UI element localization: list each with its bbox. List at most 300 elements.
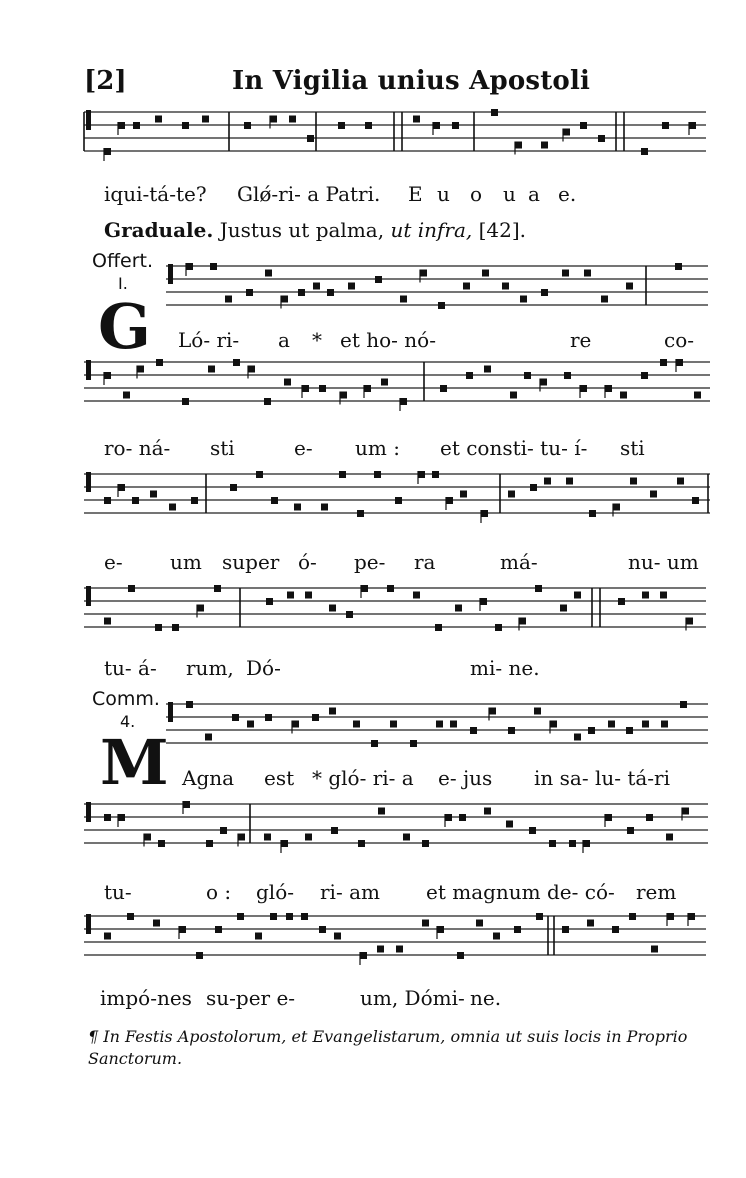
neume-note <box>463 283 470 290</box>
neume-note <box>196 952 203 959</box>
neume-note <box>208 366 215 373</box>
lyric: ri- am <box>320 880 380 904</box>
neume-note <box>183 801 190 808</box>
neume-note <box>626 727 633 734</box>
lyrics-line-4 <box>0 550 746 576</box>
neume-note <box>264 834 271 841</box>
lyric: rum, <box>186 656 234 680</box>
neume-note <box>563 129 570 136</box>
neume-note <box>104 933 111 940</box>
neume-note <box>529 827 536 834</box>
neume-note <box>520 296 527 303</box>
neume-note <box>400 398 407 405</box>
neume-note <box>646 814 653 821</box>
neume-note <box>128 585 135 592</box>
neume-note <box>445 814 452 821</box>
neume-note <box>420 270 427 277</box>
neume-note <box>413 592 420 599</box>
c-clef-icon <box>86 802 91 822</box>
neume-note <box>214 585 221 592</box>
lyric: ra <box>414 550 436 574</box>
neume-note <box>569 840 576 847</box>
neume-note <box>301 913 308 920</box>
neume-note <box>348 283 355 290</box>
neume-note <box>534 708 541 715</box>
neume-note <box>305 592 312 599</box>
neume-note <box>508 727 515 734</box>
graduale-label: Graduale. <box>104 218 214 242</box>
neume-note <box>338 122 345 129</box>
neume-note <box>495 624 502 631</box>
neume-note <box>197 605 204 612</box>
neume-note <box>675 263 682 270</box>
neume-note <box>660 592 667 599</box>
neume-note <box>202 116 209 123</box>
neume-note <box>549 840 556 847</box>
lyric: E <box>408 182 423 206</box>
neume-note <box>137 366 144 373</box>
neume-note <box>286 913 293 920</box>
lyric: e- <box>104 550 123 574</box>
neume-note <box>298 289 305 296</box>
neume-note <box>132 497 139 504</box>
lyric: ó- <box>298 550 317 574</box>
neume-note <box>284 379 291 386</box>
neume-note <box>651 946 658 953</box>
neume-note <box>438 302 445 309</box>
neume-note <box>410 740 417 747</box>
neume-note <box>608 721 615 728</box>
neume-note <box>642 721 649 728</box>
neume-note <box>150 491 157 498</box>
lyric: et magnum de- có- <box>426 880 615 904</box>
neume-note <box>694 392 701 399</box>
neume-note <box>118 814 125 821</box>
neume-note <box>566 478 573 485</box>
lyrics-line-2 <box>0 328 746 354</box>
neume-note <box>514 926 521 933</box>
neume-note <box>481 510 488 517</box>
neume-note <box>390 721 397 728</box>
rubric-note: ¶ In Festis Apostolorum, et Evangelistarum, omnia ut suis locis in Proprio Sanctorum. <box>88 1027 688 1068</box>
neume-note <box>598 135 605 142</box>
communion-label: Comm. <box>92 688 160 710</box>
neume-note <box>155 624 162 631</box>
lyric: in sa- lu- tá-ri <box>534 766 671 790</box>
neume-note <box>186 263 193 270</box>
neume-note <box>307 135 314 142</box>
lyrics-line-5 <box>0 656 746 682</box>
neume-note <box>215 926 222 933</box>
chant-staff-3 <box>84 358 710 412</box>
neume-note <box>225 296 232 303</box>
chant-staff-4 <box>84 470 710 524</box>
neume-note <box>452 122 459 129</box>
neume-note <box>179 926 186 933</box>
neume-note <box>574 592 581 599</box>
neume-note <box>470 727 477 734</box>
neume-note <box>515 142 522 149</box>
neume-note <box>613 504 620 511</box>
neume-note <box>580 385 587 392</box>
neume-note <box>484 808 491 815</box>
neume-note <box>506 821 513 828</box>
neume-note <box>466 372 473 379</box>
neume-note <box>265 270 272 277</box>
neume-note <box>210 263 217 270</box>
neume-note <box>104 618 111 625</box>
neume-note <box>248 366 255 373</box>
neume-note <box>233 359 240 366</box>
lyric: a <box>528 182 540 206</box>
neume-note <box>666 834 673 841</box>
neume-note <box>493 933 500 940</box>
neume-note <box>489 708 496 715</box>
c-clef-icon <box>86 472 91 492</box>
lyric: mi- ne. <box>470 656 540 680</box>
neume-note <box>440 385 447 392</box>
lyric: u <box>437 182 450 206</box>
neume-note <box>457 952 464 959</box>
neume-note <box>413 116 420 123</box>
neume-note <box>642 592 649 599</box>
chant-staff-5 <box>84 584 706 638</box>
chant-staff-6 <box>166 700 708 754</box>
graduale-ref: [42]. <box>478 218 527 242</box>
lyric: Glǿ-ri- a Patri. <box>237 182 381 206</box>
lyric: et ho- nó- <box>340 328 436 352</box>
lyric: e- jus <box>438 766 493 790</box>
neume-note <box>550 721 557 728</box>
neume-note <box>484 366 491 373</box>
lyric: re <box>570 328 592 352</box>
neume-note <box>418 471 425 478</box>
neume-note <box>677 478 684 485</box>
neume-note <box>641 372 648 379</box>
lyric: et consti- tu- í- <box>440 436 588 460</box>
c-clef-icon <box>86 914 91 934</box>
neume-note <box>680 701 687 708</box>
neume-note <box>153 920 160 927</box>
neume-note <box>580 122 587 129</box>
lyric: impó-nes <box>100 986 192 1010</box>
neume-note <box>287 592 294 599</box>
neume-note <box>630 478 637 485</box>
graduale-italic: ut infra, <box>390 218 473 242</box>
neume-note <box>118 122 125 129</box>
lyric: pe- <box>354 550 386 574</box>
lyric: ne. <box>470 986 502 1010</box>
neume-note <box>589 510 596 517</box>
neume-note <box>319 926 326 933</box>
neume-note <box>319 385 326 392</box>
neume-note <box>435 624 442 631</box>
neume-note <box>650 491 657 498</box>
neume-note <box>689 122 696 129</box>
graduale-text: Justus ut palma, <box>219 218 385 242</box>
neume-note <box>627 827 634 834</box>
neume-note <box>436 721 443 728</box>
neume-note <box>605 814 612 821</box>
neume-note <box>583 840 590 847</box>
neume-note <box>256 471 263 478</box>
neume-note <box>294 504 301 511</box>
chant-staff-1 <box>84 108 706 162</box>
neume-note <box>536 913 543 920</box>
neume-note <box>353 721 360 728</box>
neume-note <box>271 497 278 504</box>
neume-note <box>244 122 251 129</box>
neume-note <box>541 289 548 296</box>
lyric: e. <box>558 182 577 206</box>
neume-note <box>584 270 591 277</box>
lyric: * gló- ri- a <box>312 766 414 790</box>
neume-note <box>626 283 633 290</box>
neume-note <box>255 933 262 940</box>
neume-note <box>450 721 457 728</box>
c-clef-icon <box>86 586 91 606</box>
neume-note <box>334 933 341 940</box>
neume-note <box>535 585 542 592</box>
communion-mode: 4. <box>120 712 136 731</box>
page-title: In Vigilia unius Apostoli <box>232 66 591 96</box>
neume-note <box>266 598 273 605</box>
neume-note <box>564 372 571 379</box>
neume-note <box>172 624 179 631</box>
neume-note <box>270 913 277 920</box>
neume-note <box>313 283 320 290</box>
neume-note <box>305 834 312 841</box>
lyric: Ló- ri- <box>178 328 240 352</box>
neume-note <box>312 714 319 721</box>
neume-note <box>346 611 353 618</box>
neume-note <box>371 740 378 747</box>
neume-note <box>238 834 245 841</box>
neume-note <box>155 116 162 123</box>
neume-note <box>387 585 394 592</box>
lyric: nu- um <box>628 550 699 574</box>
chant-staff-8 <box>84 912 706 966</box>
neume-note <box>686 618 693 625</box>
chant-staff-7 <box>84 800 708 854</box>
lyric: ro- ná- <box>104 436 171 460</box>
neume-note <box>422 920 429 927</box>
neume-note <box>661 721 668 728</box>
neume-note <box>364 385 371 392</box>
neume-note <box>358 840 365 847</box>
neume-note <box>381 379 388 386</box>
lyric: su-per e- <box>206 986 296 1010</box>
neume-note <box>446 497 453 504</box>
neume-note <box>327 289 334 296</box>
neume-note <box>191 497 198 504</box>
neume-note <box>329 708 336 715</box>
neume-note <box>629 913 636 920</box>
neume-note <box>357 510 364 517</box>
neume-note <box>688 913 695 920</box>
neume-note <box>544 478 551 485</box>
neume-note <box>186 701 193 708</box>
lyric: um, Dómi- <box>360 986 465 1010</box>
neume-note <box>667 913 674 920</box>
neume-note <box>560 605 567 612</box>
neume-note <box>169 504 176 511</box>
offertory-initial: G <box>98 290 151 363</box>
neume-note <box>133 122 140 129</box>
neume-note <box>118 484 125 491</box>
neume-note <box>612 926 619 933</box>
neume-note <box>437 926 444 933</box>
neume-note <box>265 714 272 721</box>
neume-note <box>601 296 608 303</box>
neume-note <box>676 359 683 366</box>
neume-note <box>360 952 367 959</box>
neume-note <box>502 283 509 290</box>
neume-note <box>302 385 309 392</box>
neume-note <box>541 142 548 149</box>
neume-note <box>662 122 669 129</box>
lyric: * <box>312 328 322 352</box>
neume-note <box>104 814 111 821</box>
neume-note <box>491 109 498 116</box>
lyric: Agna <box>182 766 235 790</box>
neume-note <box>127 913 134 920</box>
neume-note <box>508 491 515 498</box>
neume-note <box>230 484 237 491</box>
neume-note <box>247 721 254 728</box>
lyric: est <box>264 766 295 790</box>
neume-note <box>395 497 402 504</box>
neume-note <box>396 946 403 953</box>
graduale-line <box>104 218 526 242</box>
neume-note <box>620 392 627 399</box>
lyric: tu- á- <box>104 656 157 680</box>
neume-note <box>562 926 569 933</box>
neume-note <box>104 372 111 379</box>
neume-note <box>562 270 569 277</box>
neume-note <box>692 497 699 504</box>
offertory-mode: I. <box>118 274 128 293</box>
neume-note <box>460 491 467 498</box>
lyric: um <box>170 550 202 574</box>
lyric: e- <box>294 436 313 460</box>
neume-note <box>329 605 336 612</box>
neume-note <box>618 598 625 605</box>
lyric: gló- <box>256 880 294 904</box>
neume-note <box>182 122 189 129</box>
lyric: má- <box>500 550 538 574</box>
lyrics-line-3 <box>0 436 746 462</box>
lyric: Dó- <box>246 656 281 680</box>
c-clef-icon <box>168 264 173 284</box>
neume-note <box>361 585 368 592</box>
c-clef-icon <box>86 110 91 130</box>
neume-note <box>432 471 439 478</box>
lyrics-line-6 <box>0 766 746 792</box>
c-clef-icon <box>86 360 91 380</box>
neume-note <box>264 398 271 405</box>
neume-note <box>321 504 328 511</box>
lyric: sti <box>210 436 235 460</box>
lyrics-line-8 <box>0 986 746 1012</box>
lyric: super <box>222 550 280 574</box>
communion-initial: M <box>100 726 169 799</box>
lyric: a <box>278 328 290 352</box>
neume-note <box>292 721 299 728</box>
neume-note <box>158 840 165 847</box>
neume-note <box>182 398 189 405</box>
lyric: iqui-tá-te? <box>104 182 207 206</box>
neume-note <box>510 392 517 399</box>
neume-note <box>587 920 594 927</box>
lyric: o <box>470 182 483 206</box>
neume-note <box>530 484 537 491</box>
neume-note <box>270 116 277 123</box>
offertory-label: Offert. <box>92 250 154 272</box>
neume-note <box>232 714 239 721</box>
neume-note <box>246 289 253 296</box>
neume-note <box>331 827 338 834</box>
neume-note <box>205 734 212 741</box>
neume-note <box>156 359 163 366</box>
neume-note <box>104 148 111 155</box>
lyric: o : <box>206 880 232 904</box>
neume-note <box>433 122 440 129</box>
neume-note <box>281 296 288 303</box>
neume-note <box>123 392 130 399</box>
neume-note <box>375 276 382 283</box>
neume-note <box>476 920 483 927</box>
neume-note <box>365 122 372 129</box>
neume-note <box>403 834 410 841</box>
neume-note <box>339 471 346 478</box>
lyric: u <box>503 182 516 206</box>
neume-note <box>144 834 151 841</box>
neume-note <box>281 840 288 847</box>
neume-note <box>574 734 581 741</box>
neume-note <box>378 808 385 815</box>
neume-note <box>605 385 612 392</box>
neume-note <box>641 148 648 155</box>
neume-note <box>459 814 466 821</box>
neume-note <box>237 913 244 920</box>
neume-note <box>540 379 547 386</box>
lyric: co- <box>664 328 694 352</box>
lyric: sti <box>620 436 645 460</box>
neume-note <box>660 359 667 366</box>
lyric: tu- <box>104 880 132 904</box>
neume-note <box>480 598 487 605</box>
neume-note <box>682 808 689 815</box>
neume-note <box>289 116 296 123</box>
neume-note <box>104 497 111 504</box>
lyrics-line-1 <box>0 182 746 208</box>
neume-note <box>206 840 213 847</box>
neume-note <box>377 946 384 953</box>
neume-note <box>374 471 381 478</box>
neume-note <box>455 605 462 612</box>
neume-note <box>340 392 347 399</box>
neume-note <box>524 372 531 379</box>
c-clef-icon <box>168 702 173 722</box>
page-number: [2] <box>84 66 127 96</box>
chant-staff-2 <box>166 262 708 316</box>
neume-note <box>422 840 429 847</box>
lyrics-line-7 <box>0 880 746 906</box>
neume-note <box>482 270 489 277</box>
neume-note <box>519 618 526 625</box>
neume-note <box>588 727 595 734</box>
